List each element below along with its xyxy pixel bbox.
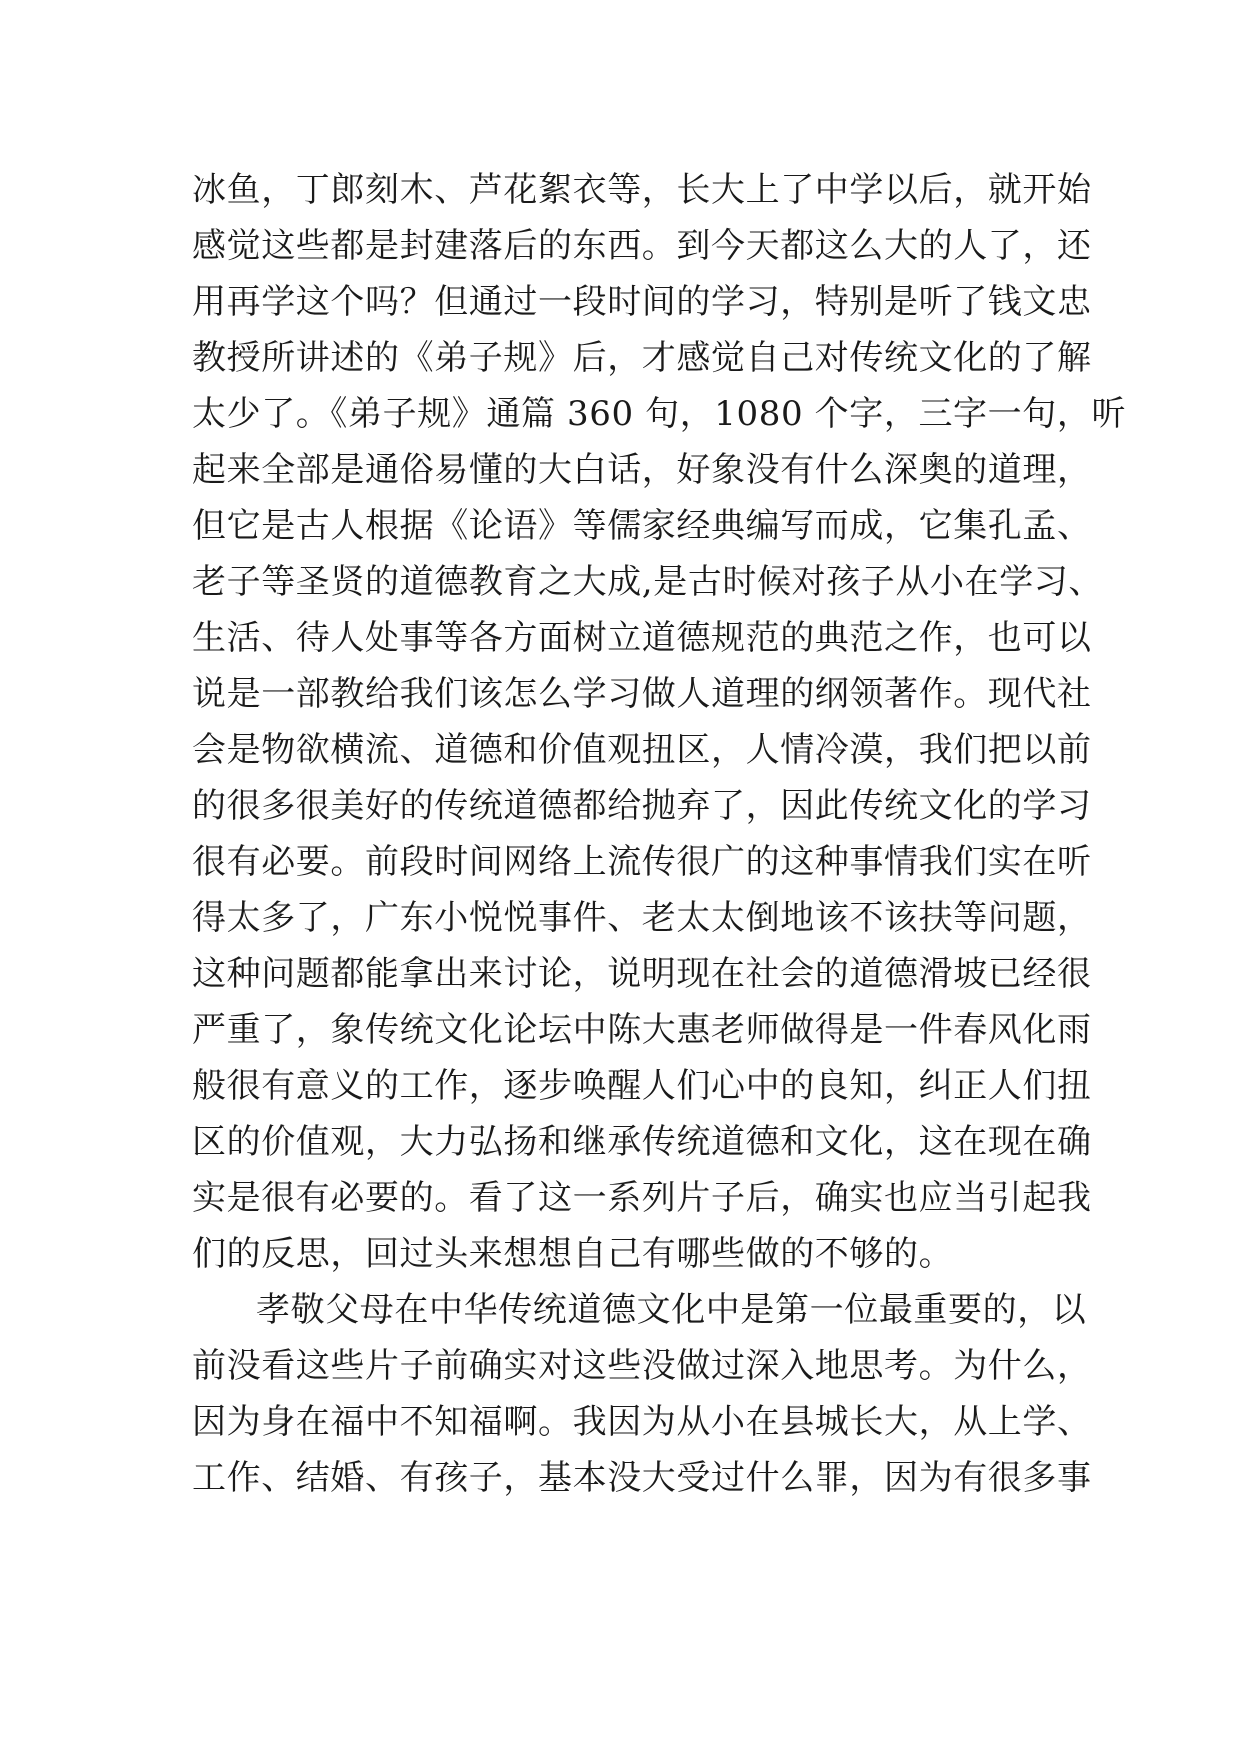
text-line: 生活、待人处事等各方面树立道德规范的典范之作，也可以	[192, 618, 1092, 658]
body-text	[192, 162, 1127, 1506]
text-line: 很有必要。前段时间网络上流传很广的这种事情我们实在听	[192, 842, 1092, 882]
text-line: 因为身在福中不知福啊。我因为从小在县城长大，从上学、	[192, 1402, 1092, 1442]
text-line: 的很多很美好的传统道德都给抛弃了，因此传统文化的学习	[192, 786, 1092, 826]
text-line: 般很有意义的工作，逐步唤醒人们心中的良知，纠正人们扭	[192, 1066, 1092, 1106]
text-line: 但它是古人根据《论语》等儒家经典编写而成，它集孔孟、	[192, 506, 1092, 546]
text-line: 用再学这个吗？但通过一段时间的学习，特别是听了钱文忠	[192, 282, 1092, 322]
text-line: 冰鱼，丁郎刻木、芦花絮衣等，长大上了中学以后，就开始	[192, 170, 1092, 210]
text-line: 严重了，象传统文化论坛中陈大惠老师做得是一件春风化雨	[192, 1010, 1092, 1050]
text-line: 前没看这些片子前确实对这些没做过深入地思考。为什么，	[192, 1346, 1092, 1386]
text-line: 起来全部是通俗易懂的大白话，好象没有什么深奥的道理，	[192, 450, 1092, 490]
text-line: 感觉这些都是封建落后的东西。到今天都这么大的人了，还	[192, 226, 1092, 266]
text-line: 会是物欲横流、道德和价值观扭区，人情冷漠，我们把以前	[192, 730, 1092, 770]
text-line: 老子等圣贤的道德教育之大成,是古时候对孩子从小在学习、	[192, 562, 1104, 602]
text-line: 这种问题都能拿出来讨论，说明现在社会的道德滑坡已经很	[192, 954, 1092, 994]
text-line: 区的价值观，大力弘扬和继承传统道德和文化，这在现在确	[192, 1122, 1092, 1162]
text-line: 说是一部教给我们该怎么学习做人道理的纲领著作。现代社	[192, 674, 1092, 714]
paragraph-end-line: 们的反思，回过头来想想自己有哪些做的不够的。	[192, 1234, 954, 1274]
text-line: 得太多了，广东小悦悦事件、老太太倒地该不该扶等问题，	[192, 898, 1092, 938]
text-line: 教授所讲述的《弟子规》后，才感觉自己对传统文化的了解	[192, 338, 1092, 378]
text-line: 实是很有必要的。看了这一系列片子后，确实也应当引起我	[192, 1178, 1092, 1218]
text-line: 工作、结婚、有孩子，基本没大受过什么罪，因为有很多事	[192, 1458, 1092, 1498]
paragraph-start-line: 孝敬父母在中华传统道德文化中是第一位最重要的，以	[256, 1290, 1087, 1330]
text-line: 太少了。《弟子规》通篇 360 句，1080 个字，三字一句，听	[192, 394, 1127, 434]
